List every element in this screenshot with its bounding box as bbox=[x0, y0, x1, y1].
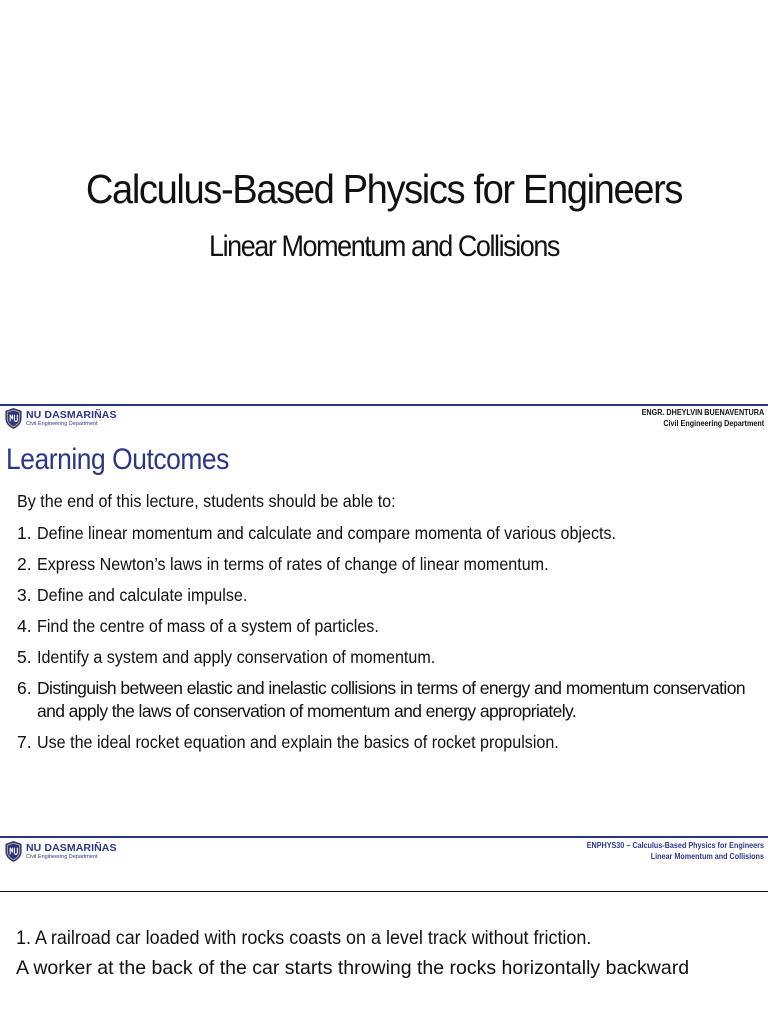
instructor-name: ENGR. DHEYLVIN BUENAVENTURA bbox=[641, 408, 764, 417]
outcome-number: 6. bbox=[17, 678, 32, 698]
institution-logo bbox=[4, 840, 117, 863]
course-line: ENPHYS30 – Calculus-Based Physics for Engineers bbox=[586, 841, 764, 850]
outcome-text: Define linear momentum and calculate and compare momenta of various objects. bbox=[37, 523, 617, 543]
topic-line: Linear Momentum and Collisions bbox=[650, 852, 764, 861]
outcome-number: 2. bbox=[17, 554, 32, 574]
outcome-text: Define and calculate impulse. bbox=[37, 585, 248, 605]
outcomes-intro: By the end of this lecture, students should be able to: bbox=[17, 491, 396, 511]
instructor-info bbox=[628, 407, 764, 429]
learning-outcomes-slide bbox=[0, 403, 768, 834]
outcome-item bbox=[17, 584, 745, 607]
outcome-text: Find the centre of mass of a system of particles. bbox=[37, 616, 379, 636]
outcome-number: 7. bbox=[17, 732, 32, 752]
lecture-subtitle: Linear Momentum and Collisions bbox=[208, 230, 559, 263]
institution-name: NU DASMARIÑAS bbox=[26, 842, 117, 854]
question-slide bbox=[0, 834, 768, 1024]
course-title: Calculus-Based Physics for Engineers bbox=[85, 166, 683, 212]
institution-name: NU DASMARIÑAS bbox=[26, 409, 117, 421]
slide-separator bbox=[0, 891, 768, 892]
course-info bbox=[567, 840, 764, 862]
outcome-item bbox=[17, 731, 745, 754]
outcomes-list bbox=[17, 522, 745, 762]
outcome-text: Use the ideal rocket equation and explain the basics of rocket propulsion. bbox=[37, 732, 559, 752]
title-slide bbox=[0, 0, 768, 403]
question-line: 1. A railroad car loaded with rocks coasts on a level track without friction. bbox=[16, 927, 592, 949]
header-divider bbox=[0, 836, 768, 838]
outcome-text: Express Newton’s laws in terms of rates of change of linear momentum. bbox=[37, 554, 549, 574]
outcome-text: Identify a system and apply conservation of momentum. bbox=[37, 647, 436, 667]
slide-heading: Learning Outcomes bbox=[6, 443, 229, 476]
instructor-department: Civil Engineering Department bbox=[663, 419, 764, 428]
outcome-number: 4. bbox=[17, 616, 32, 636]
outcome-number: 1. bbox=[17, 523, 32, 543]
outcome-item bbox=[17, 615, 745, 638]
institution-logo bbox=[4, 407, 117, 430]
outcome-item bbox=[17, 677, 745, 723]
question-continuation: A worker at the back of the car starts throwing the rocks horizontally backward bbox=[16, 957, 690, 979]
outcome-number: 5. bbox=[17, 647, 32, 667]
outcome-item bbox=[17, 553, 745, 576]
nu-shield-icon bbox=[4, 407, 23, 430]
outcome-text: Distinguish between elastic and inelastic collisions in terms of energy and momentum conservation and apply the laws of conservation of momentum and energy appropriately. bbox=[37, 678, 745, 721]
outcome-item bbox=[17, 522, 745, 545]
nu-shield-icon bbox=[4, 840, 23, 863]
outcome-number: 3. bbox=[17, 585, 32, 605]
institution-department: Civil Engineering Department bbox=[26, 420, 98, 427]
header-divider bbox=[0, 404, 768, 406]
institution-department: Civil Engineering Department bbox=[26, 853, 98, 860]
outcome-item bbox=[17, 646, 745, 669]
